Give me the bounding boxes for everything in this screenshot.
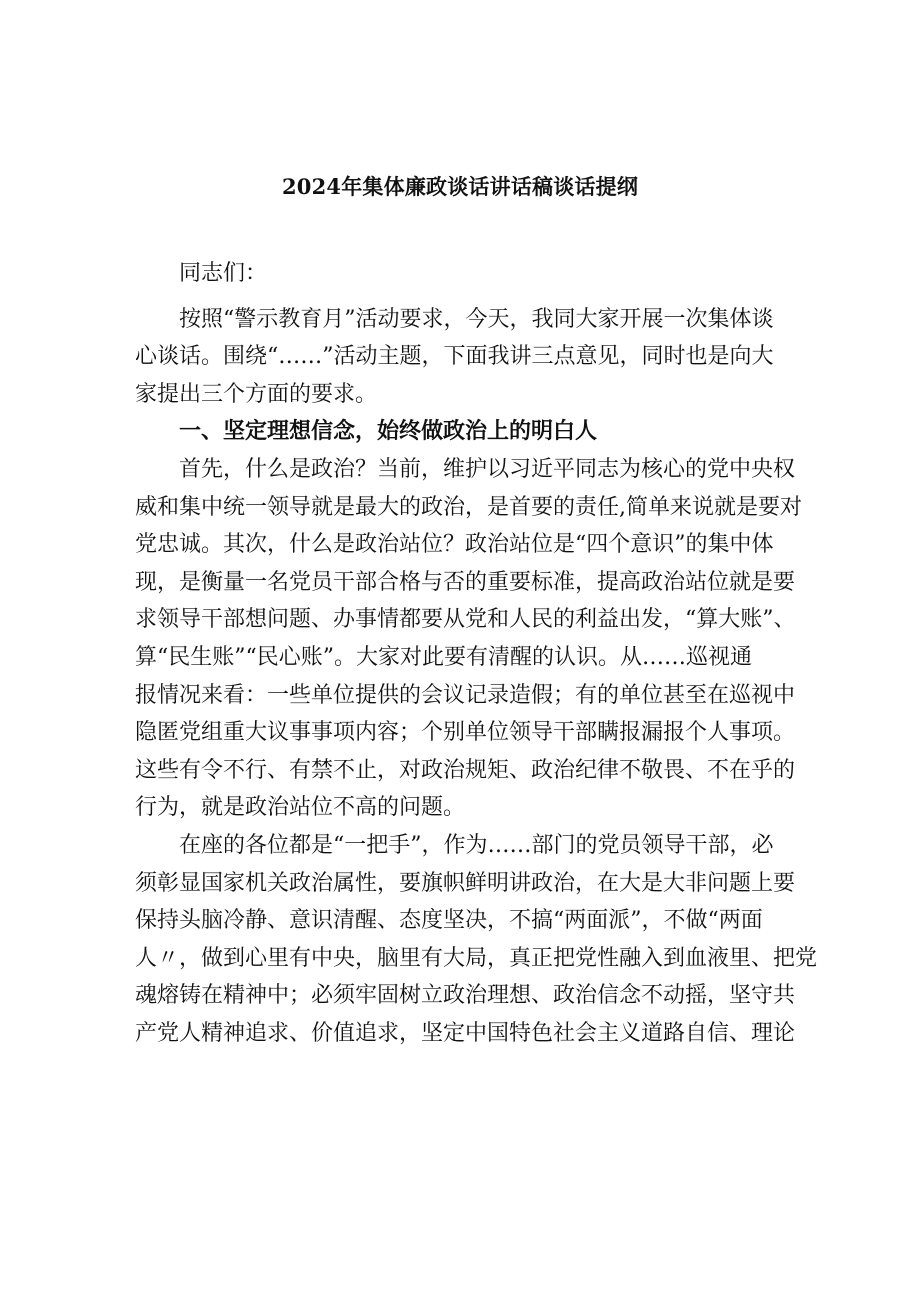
intro-line: 心谈话。围绕“……”活动主题，下面我讲三点意见，同时也是向大 bbox=[135, 344, 774, 370]
spacer bbox=[135, 293, 785, 301]
paragraph-line: 在座的各位都是“一把手”，作为……部门的党员领导干部，必 bbox=[179, 832, 774, 858]
document-title: 2024年集体廉政谈话讲话稿谈话提纲 bbox=[281, 174, 639, 199]
paragraph-line: 现，是衡量一名党员干部合格与否的重要标准，提高政治站位就是要 bbox=[135, 569, 796, 595]
paragraph-line: 党忠诚。其次，什么是政治站位？政治站位是“四个意识”的集中体 bbox=[135, 532, 774, 558]
paragraph-line: 算“民生账”“民心账”。大家对此要有清醒的认识。从……巡视通 bbox=[135, 644, 752, 670]
paragraph-line: 这些有令不行、有禁不止，对政治规矩、政治纪律不敬畏、不在乎的 bbox=[135, 757, 796, 783]
paragraph-line: 魂熔铸在精神中；必须牢固树立政治理想、政治信念不动摇，坚守共 bbox=[135, 983, 796, 1009]
paragraph-line: 求领导干部想问题、办事情都要从党和人民的利益出发，“算大账”、 bbox=[135, 607, 796, 633]
salutation: 同志们： bbox=[179, 261, 268, 286]
intro-line: 按照“警示教育月”活动要求，今天，我同大家开展一次集体谈 bbox=[179, 306, 774, 332]
paragraph-line: 行为，就是政治站位不高的问题。 bbox=[135, 795, 466, 821]
paragraph-line: 报情况来看：一些单位提供的会议记录造假；有的单位甚至在巡视中 bbox=[135, 682, 796, 708]
paragraph-line: 隐匿党组重大议事事项内容；个别单位领导干部瞒报漏报个人事项。 bbox=[135, 720, 796, 746]
paragraph-line: 须彰显国家机关政治属性，要旗帜鲜明讲政治，在大是大非问题上要 bbox=[135, 870, 796, 896]
section-heading: 一、坚定理想信念，始终做政治上的明白人 bbox=[179, 418, 598, 445]
paragraph-line: 人〃，做到心里有中央，脑里有大局，真正把党性融入到血液里、把党 bbox=[135, 945, 818, 971]
paragraph-line: 产党人精神追求、价值追求，坚定中国特色社会主义道路自信、理论 bbox=[135, 1020, 796, 1046]
document-body bbox=[135, 255, 818, 1052]
paragraph-line: 保持头脑冷静、意识清醒、态度坚决，不搞“两面派”，不做“两面 bbox=[135, 908, 763, 934]
intro-line: 家提出三个方面的要求。 bbox=[135, 381, 378, 407]
paragraph-line: 威和集中统一领导就是最大的政治，是首要的责任,简单来说就是要对 bbox=[135, 494, 802, 520]
paragraph-line: 首先，什么是政治？当前，维护以习近平同志为核心的党中央权 bbox=[179, 456, 796, 482]
